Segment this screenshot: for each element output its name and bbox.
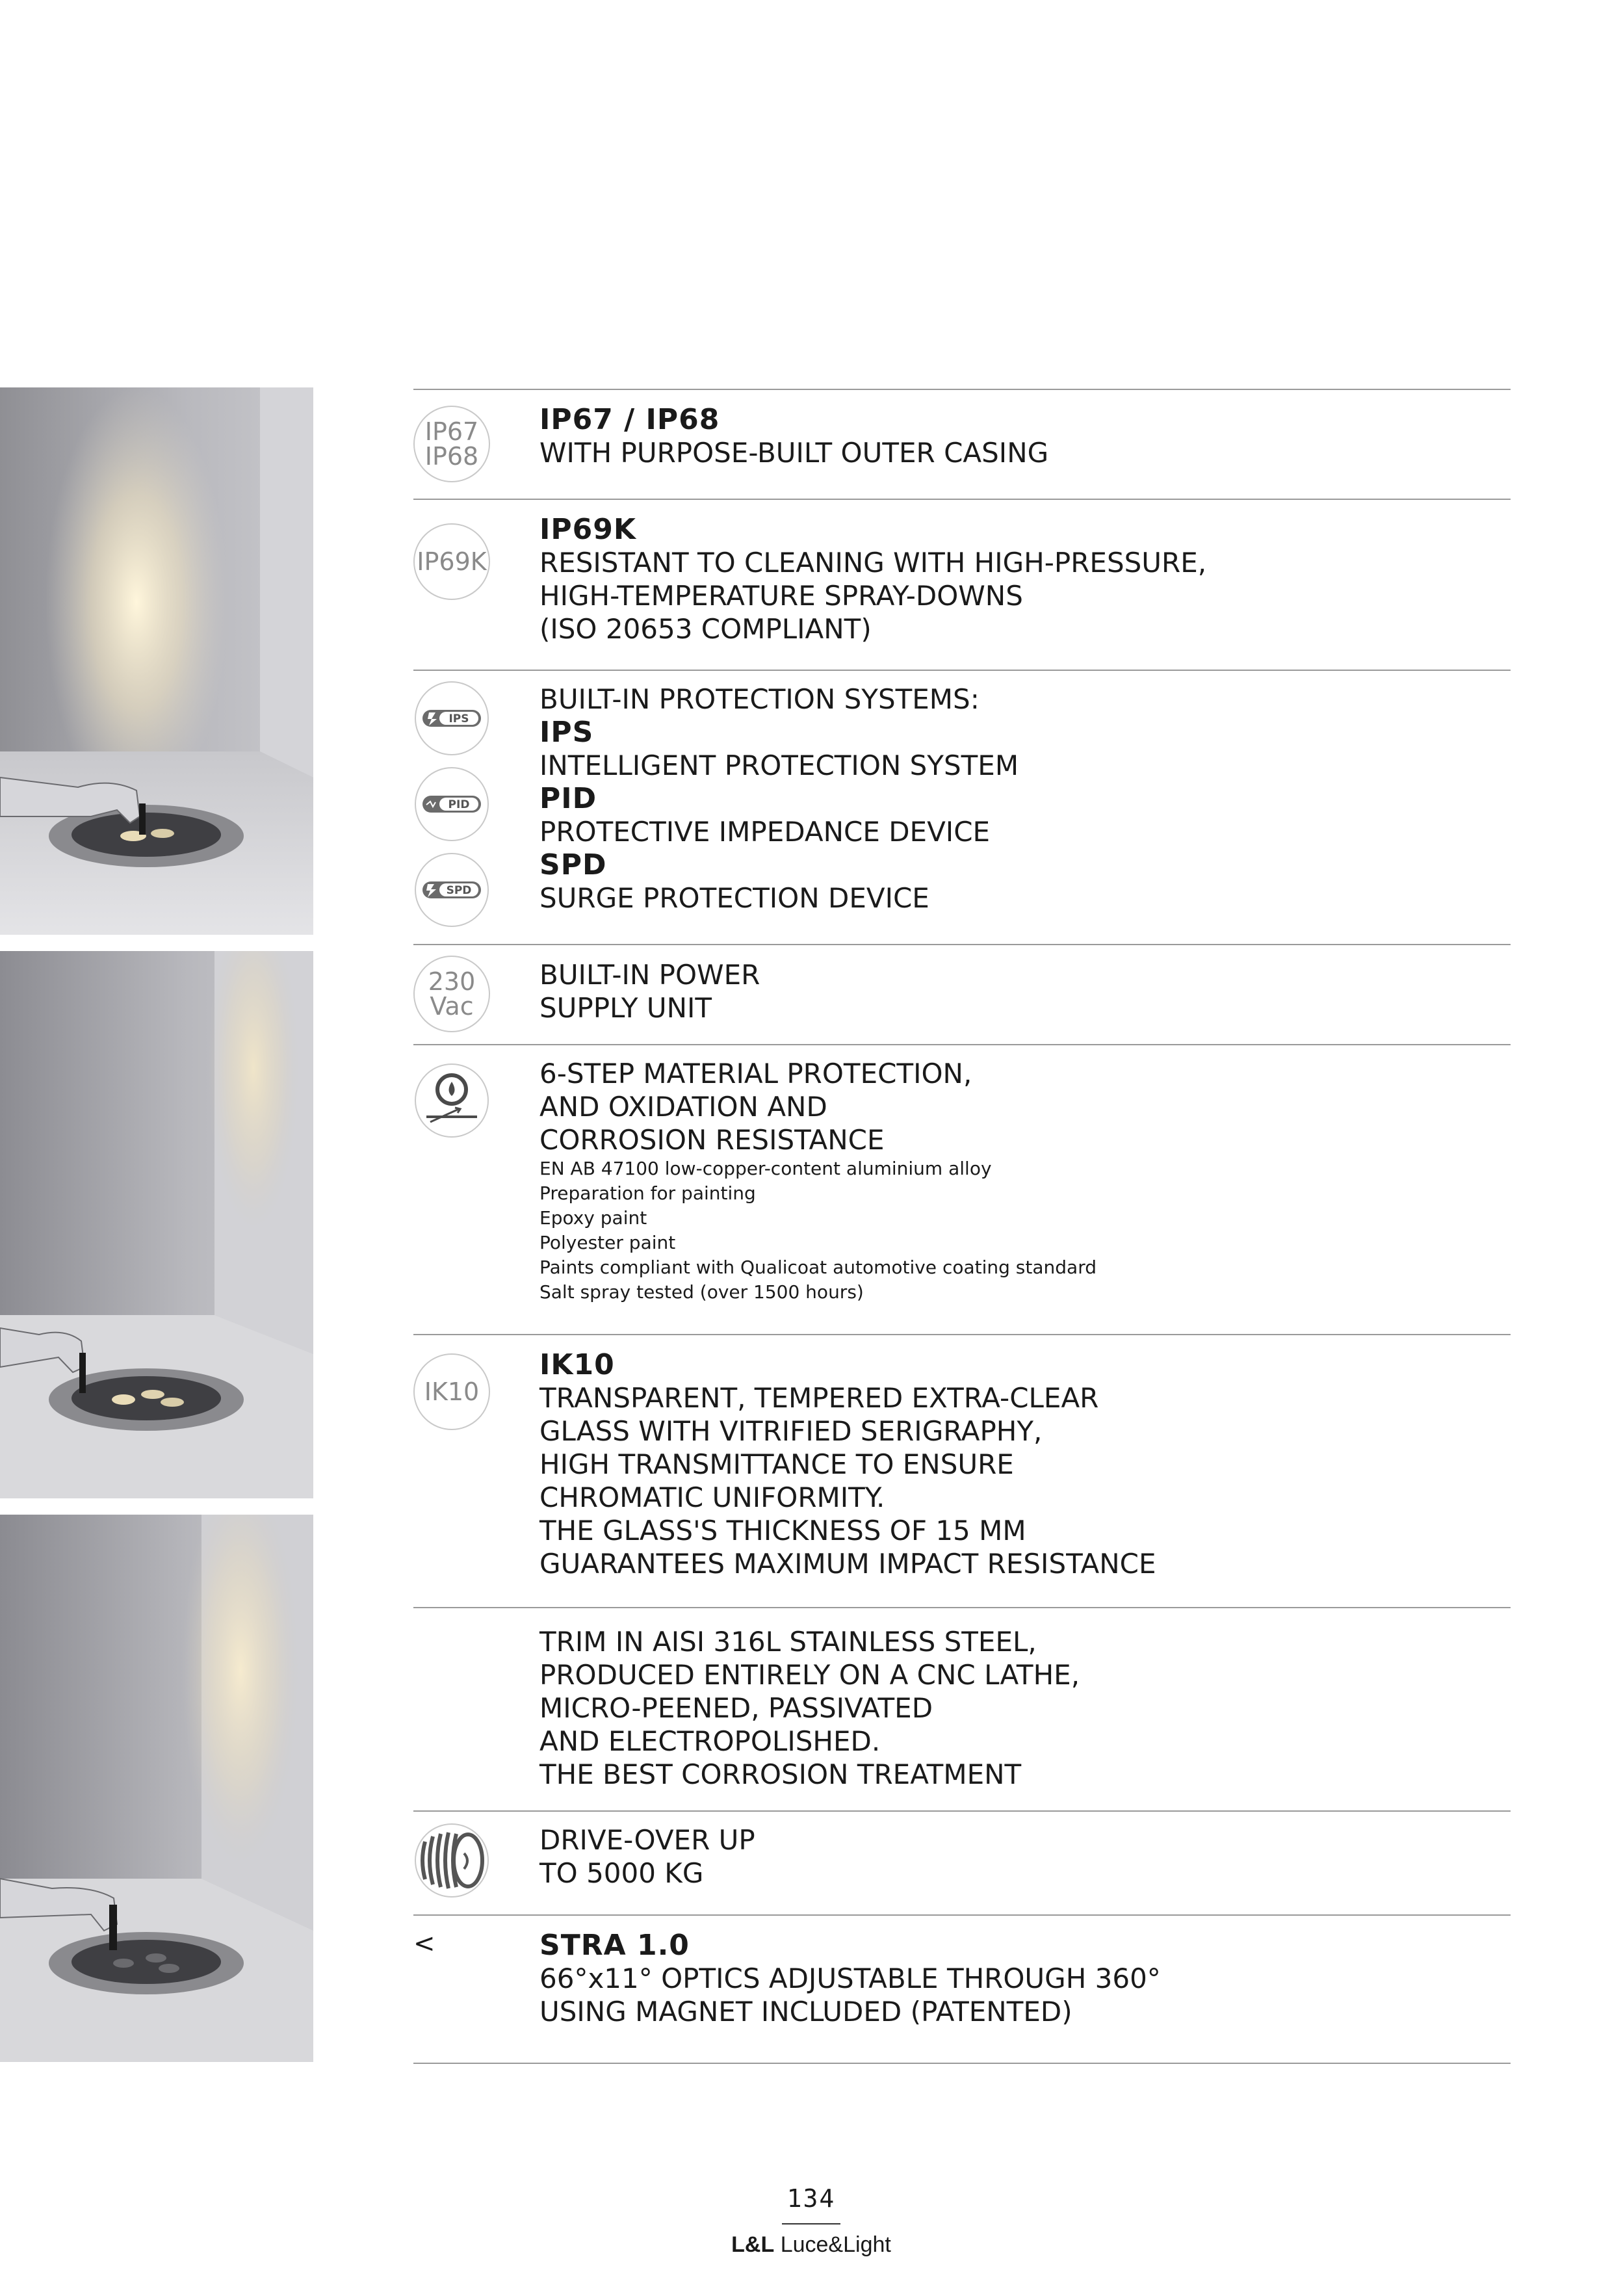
feature-title: IP67 / IP68 bbox=[539, 403, 720, 436]
feature-text bbox=[539, 958, 760, 1024]
feature-detail: EN AB 47100 low-copper-content aluminium alloy bbox=[539, 1158, 992, 1179]
badge-line: 230 bbox=[428, 967, 476, 996]
brand-name bbox=[681, 2232, 941, 2258]
feature-line: USING MAGNET INCLUDED (PATENTED) bbox=[539, 1996, 1072, 2028]
svg-text:IPS: IPS bbox=[448, 712, 469, 725]
feature-corrosion-protection bbox=[413, 1044, 1511, 1334]
feature-line: 66°x11° OPTICS ADJUSTABLE THROUGH 360° bbox=[539, 1963, 1161, 1994]
feature-protection-systems bbox=[413, 670, 1511, 944]
feature-ik10 bbox=[413, 1334, 1511, 1607]
feature-line: GLASS WITH VITRIFIED SERIGRAPHY, bbox=[539, 1415, 1043, 1447]
feature-line: TRANSPARENT, TEMPERED EXTRA-CLEAR bbox=[539, 1382, 1099, 1414]
feature-line: 6-STEP MATERIAL PROTECTION, bbox=[539, 1058, 972, 1089]
svg-text:SPD: SPD bbox=[446, 884, 472, 897]
feature-title: IK10 bbox=[539, 1348, 615, 1381]
page-number: 134 bbox=[786, 2184, 836, 2213]
feature-line: RESISTANT TO CLEANING WITH HIGH-PRESSURE, bbox=[539, 547, 1207, 579]
footer-divider bbox=[782, 2223, 840, 2224]
feature-detail: Preparation for painting bbox=[539, 1182, 756, 1204]
feature-drive-over bbox=[413, 1810, 1511, 1914]
feature-title: IP69K bbox=[539, 513, 636, 546]
feature-ip69k bbox=[413, 499, 1511, 670]
feature-detail: Paints compliant with Qualicoat automotive coating standard bbox=[539, 1257, 1097, 1278]
feature-line: HIGH-TEMPERATURE SPRAY-DOWNS bbox=[539, 580, 1023, 612]
feature-text bbox=[539, 1823, 755, 1890]
spd-title: SPD bbox=[539, 848, 607, 881]
feature-text bbox=[539, 1929, 1161, 2028]
feature-line: AND ELECTROPOLISHED. bbox=[539, 1725, 881, 1757]
spd-description: SURGE PROTECTION DEVICE bbox=[539, 882, 929, 914]
feature-line: CORROSION RESISTANCE bbox=[539, 1124, 885, 1156]
feature-power-supply bbox=[413, 944, 1511, 1044]
badge-line: IP69K bbox=[417, 547, 487, 576]
svg-text:PID: PID bbox=[448, 798, 470, 811]
pid-icon bbox=[413, 766, 490, 842]
feature-text bbox=[539, 1348, 1156, 1580]
feature-line: TO 5000 KG bbox=[539, 1857, 704, 1889]
marker: < bbox=[413, 1929, 435, 1959]
photo-light-fixture-1 bbox=[0, 387, 313, 935]
feature-line: AND OXIDATION AND bbox=[539, 1091, 827, 1123]
badge-line: Vac bbox=[430, 992, 474, 1021]
feature-line: THE GLASS'S THICKNESS OF 15 MM bbox=[539, 1515, 1026, 1546]
feature-heading: BUILT-IN PROTECTION SYSTEMS: bbox=[539, 683, 980, 715]
feature-title: STRA 1.0 bbox=[539, 1929, 690, 1962]
divider bbox=[413, 2063, 1511, 2064]
feature-line: SUPPLY UNIT bbox=[539, 992, 712, 1024]
ips-icon bbox=[413, 680, 490, 757]
ips-title: IPS bbox=[539, 716, 594, 749]
feature-stra bbox=[413, 1914, 1511, 2063]
photo-light-fixture-2 bbox=[0, 951, 313, 1498]
feature-text bbox=[539, 513, 1206, 646]
brand-logo-text: L&L bbox=[731, 2232, 775, 2257]
feature-detail: Polyester paint bbox=[539, 1232, 676, 1253]
feature-line: PRODUCED ENTIRELY ON A CNC LATHE, bbox=[539, 1659, 1080, 1691]
brand-text: Luce&Light bbox=[780, 2232, 891, 2257]
feature-text bbox=[539, 1057, 1097, 1305]
feature-line: (ISO 20653 COMPLIANT) bbox=[539, 613, 872, 645]
feature-stainless-trim bbox=[413, 1607, 1511, 1810]
feature-line: WITH PURPOSE-BUILT OUTER CASING bbox=[539, 437, 1049, 469]
badge-line: IP67 bbox=[424, 417, 479, 446]
feature-text bbox=[539, 1625, 1080, 1791]
pid-description: PROTECTIVE IMPEDANCE DEVICE bbox=[539, 816, 991, 848]
badge-line: IK10 bbox=[424, 1377, 480, 1406]
feature-line: BUILT-IN POWER bbox=[539, 959, 760, 991]
photo-light-fixture-3 bbox=[0, 1515, 313, 2062]
ips-description: INTELLIGENT PROTECTION SYSTEM bbox=[539, 750, 1019, 781]
feature-line: MICRO-PEENED, PASSIVATED bbox=[539, 1692, 933, 1724]
feature-text bbox=[539, 683, 1019, 915]
badge-line: IP68 bbox=[424, 442, 479, 471]
feature-line: CHROMATIC UNIFORMITY. bbox=[539, 1481, 885, 1513]
ip69k-badge-icon bbox=[413, 523, 490, 600]
corrosion-protection-icon bbox=[413, 1062, 490, 1139]
feature-detail: Epoxy paint bbox=[539, 1207, 647, 1229]
feature-line: HIGH TRANSMITTANCE TO ENSURE bbox=[539, 1448, 1014, 1480]
ip67-ip68-badge-icon bbox=[413, 406, 490, 482]
spd-icon bbox=[413, 852, 490, 928]
pid-title: PID bbox=[539, 782, 597, 815]
ik10-badge-icon bbox=[413, 1353, 490, 1430]
feature-text bbox=[539, 403, 1048, 469]
feature-line: GUARANTEES MAXIMUM IMPACT RESISTANCE bbox=[539, 1548, 1156, 1580]
feature-ip67-ip68 bbox=[413, 389, 1511, 499]
feature-detail: Salt spray tested (over 1500 hours) bbox=[539, 1281, 864, 1303]
tyre-icon bbox=[413, 1822, 490, 1899]
feature-line: THE BEST CORROSION TREATMENT bbox=[539, 1758, 1022, 1790]
230vac-badge-icon bbox=[413, 956, 490, 1032]
feature-line: TRIM IN AISI 316L STAINLESS STEEL, bbox=[539, 1626, 1037, 1658]
feature-line: DRIVE-OVER UP bbox=[539, 1824, 755, 1856]
